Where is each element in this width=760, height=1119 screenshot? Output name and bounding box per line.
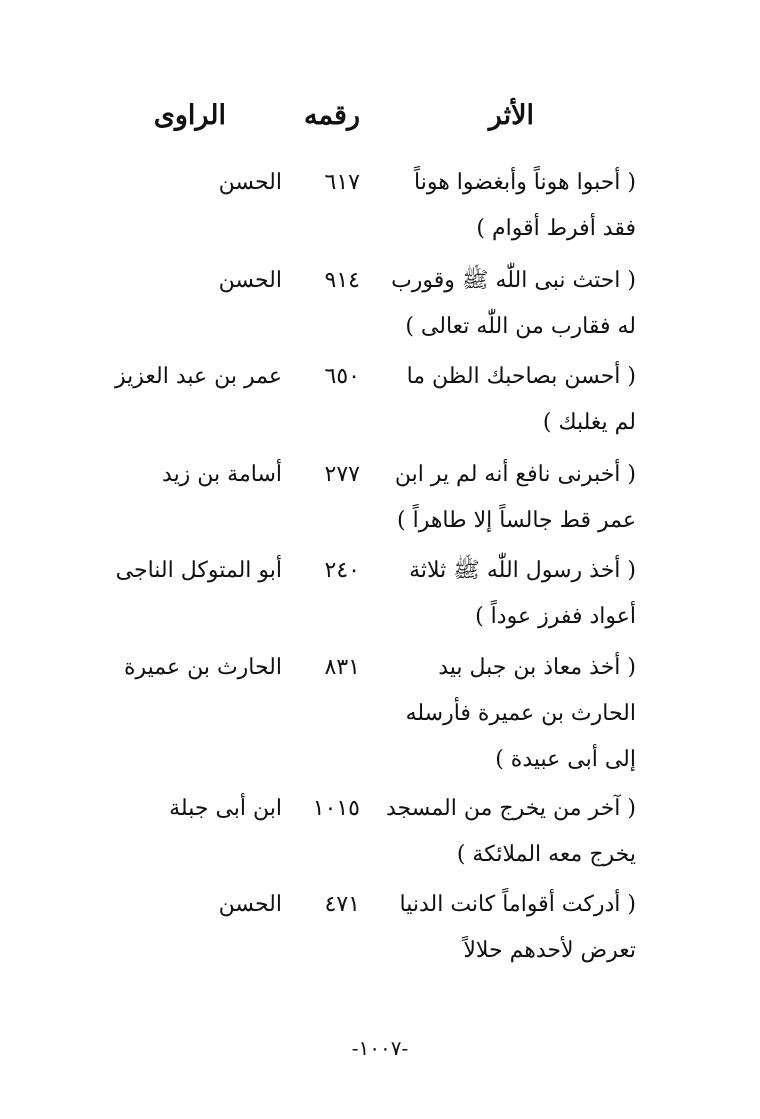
entry-text-line: إلى أبى عبيدة )	[495, 747, 636, 772]
entry-text	[368, 882, 636, 974]
entry-text-line: الحارث بن عميرة فأرسله	[405, 701, 636, 726]
header-number: رقمه	[303, 100, 360, 131]
entry-narrator: الحسن	[218, 268, 282, 293]
entry-text	[368, 160, 636, 252]
entry-text-line: ( أخذ معاذ بن جبل بيد	[438, 655, 636, 680]
entry-text-line: ( أحبوا هوناً وأبغضوا هوناً	[414, 170, 636, 195]
header-narrator: الراوى	[153, 100, 226, 131]
entry-text	[368, 645, 636, 783]
entry-text	[368, 258, 636, 350]
header-athar: الأثر	[488, 100, 534, 131]
entry-text-line: له فقارب من اللّٰه تعالى )	[405, 314, 636, 339]
entry-narrator: الحسن	[218, 170, 282, 195]
entry-number: ٦١٧	[324, 170, 360, 195]
entry-number: ٤٧١	[324, 892, 360, 917]
entry-number: ٦٥٠	[324, 364, 360, 389]
entry-number: ٢٤٠	[324, 558, 360, 583]
entry-narrator: الحارث بن عميرة	[123, 655, 282, 680]
entry-text	[368, 548, 636, 640]
entry-narrator: عمر بن عبد العزيز	[115, 364, 282, 389]
entry-number: ٩١٤	[324, 268, 360, 293]
entry-text-line: ( أخبرنى نافع أنه لم ير ابن	[394, 462, 636, 487]
entry-narrator: الحسن	[218, 892, 282, 917]
entry-narrator: أبو المتوكل الناجى	[115, 558, 282, 583]
entry-narrator: ابن أبى جبلة	[169, 796, 282, 821]
entry-text-line: عمر قط جالساً إلا طاهراً )	[397, 508, 636, 533]
entry-text-line: ( احتث نبى اللّٰه ﷺ وقورب	[391, 268, 636, 293]
entry-number: ٢٧٧	[324, 462, 360, 487]
entry-text-line: ( أدركت أقواماً كانت الدنيا	[399, 892, 636, 917]
entry-narrator: أسامة بن زيد	[162, 462, 282, 487]
entry-text-line: ( أخذ رسول اللّٰه ﷺ ثلاثة	[409, 558, 636, 583]
column-header	[0, 100, 760, 144]
page-number: -١٠٠٧-	[351, 1036, 409, 1060]
entry-text	[368, 786, 636, 878]
entry-text-line: تعرض لأحدهم حلالاً	[463, 938, 636, 963]
entry-text	[368, 452, 636, 544]
entry-text-line: لم يغلبك )	[542, 410, 636, 435]
entry-text-line: ( آخر من يخرج من المسجد	[385, 796, 636, 821]
entry-number: ١٠١٥	[312, 796, 360, 821]
entry-text-line: يخرج معه الملائكة )	[456, 842, 636, 867]
entry-text-line: فقد أفرط أقوام )	[476, 216, 636, 241]
entry-number: ٨٣١	[324, 655, 360, 680]
entry-text	[368, 354, 636, 446]
entry-text-line: ( أحسن بصاحبك الظن ما	[406, 364, 636, 389]
entry-text-line: أعواد ففرز عوداً )	[475, 604, 636, 629]
